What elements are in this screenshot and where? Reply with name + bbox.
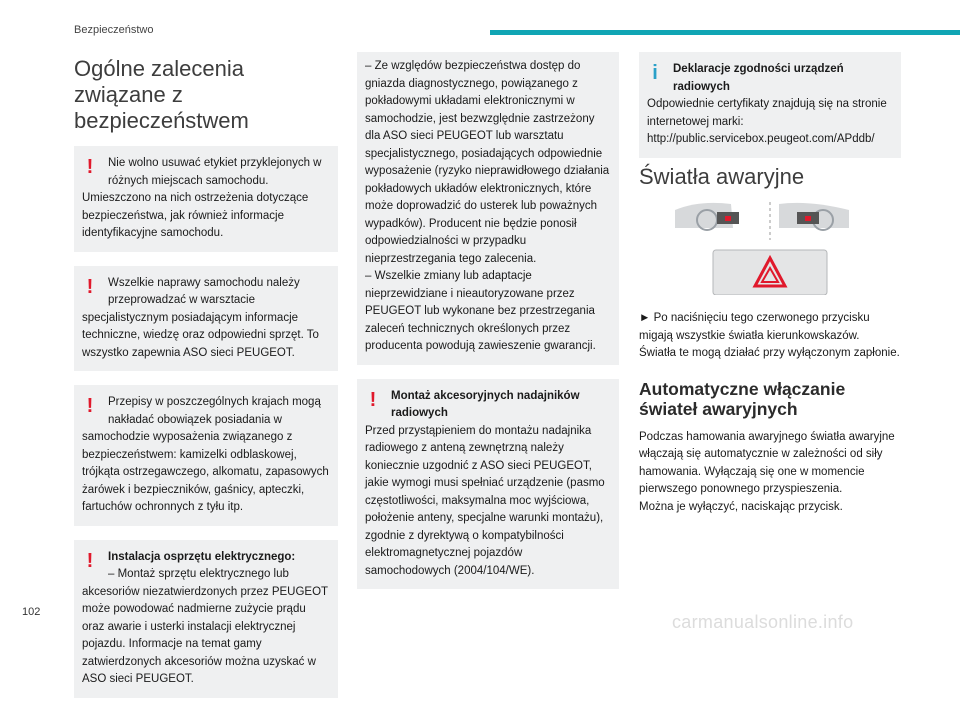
warning-title: Instalacja osprzętu elektrycznego: [108,550,296,563]
warning-head: Wszelkie naprawy samochodu należy przeprowadzać w warsztacie [108,276,300,306]
modifications-text: – Wszelkie zmiany lub adaptacje nieprzewidziane i nieautoryzowane przez PEUGEOT lub wykonane bez przestrzegania zaleceń technicznych określonych przez producenta powodują zawieszenie gwarancji. [365,270,596,352]
warning-box-regulations [74,385,338,526]
info-url: http://public.servicebox.peugeot.com/APddb/ [647,133,875,145]
auto-hazard-paragraph: Podczas hamowania awaryjnego światła awaryjne włączają się automatycznie w zależności od siły hamowania. Wyłączają się one w momencie pierwszego ponownego przyspieszenia. [639,430,895,495]
warning-icon: ! [86,549,94,572]
warning-title: Montaż akcesoryjnych nadajników radiowych [391,389,580,419]
section-title: Światła awaryjne [639,164,805,189]
warning-body: samochodzie wyposażenia związanego z bezpieczeństwem: kamizelki odblaskowej, trójkąta ostrzegawczego, alkomatu, zapasowych żarówek i bezpieczników, gaśnicy, apteczki, fartuchów ochronnych z tyłu itp. [82,431,329,513]
warning-body: specjalistycznym posiadającym informacje techniczne, wiedzę oraz odpowiedni sprzęt. To wszystko zapewnia ASO sieci PEUGEOT. [82,311,319,359]
warning-body: Umieszczono na nich ostrzeżenia dotyczące bezpieczeństwa, jak również informacje identyfikacyjne samochodu. [82,192,309,239]
page-number: 102 [22,606,41,618]
info-icon: i [652,62,658,84]
warning-icon: ! [369,388,377,411]
watermark: carmanualsonline.info [672,612,854,632]
page-title: Ogólne zalecenia związane z bezpieczeństwem [74,56,249,133]
warning-head: – Montaż sprzętu elektrycznego lub [108,568,289,580]
section-header: Bezpieczeństwo [74,24,154,36]
warning-box-radio [357,379,619,590]
column-middle [357,52,619,603]
diagnostics-text: – Ze względów bezpieczeństwa dostęp do gniazda diagnostycznego, powiązanego z pokładowymi układami elektronicznymi w samochodzie, jest bezwzględnie zastrzeżony dla ASO sieci PEUGEOT lub warsztatu specjalistycznego, posiadających odpowiednie wyposażenie (ryzyko nieprawidłowego działania pokładowych układów elektronicznych, które może doprowadzić do usterek lub poważnych wypadków). Producent nie będzie ponosił odpowiedzialności w przypadku nieprzestrzegania tego zalecenia. [365,60,610,265]
subsection-title: Automatyczne włączanie świateł awaryjnych [639,378,846,419]
header-accent-bar [490,30,960,35]
warning-body: Przed przystąpieniem do montażu nadajnika radiowego z anteną zewnętrzną należy koniecznie uzgodnić z ASO sieci PEUGEOT, jakie wymogi musi spełniać urządzenie (pasmo częstotliwości, maksymalna moc wyjściowa, położenie anteny, specjalne warunki montażu), zgodnie z dyrektywą o kompatybilności elektromagnetycznej pojazdów samochodowych (2004/104/WE). [365,424,605,577]
warning-icon: ! [86,275,94,298]
warning-body: akcesoriów niezatwierdzonych przez PEUGEOT może powodować nadmierne zużycie prądu oraz awarie i usterki instalacji elektrycznej pojazdu. Informacje na temat gamy zatwierdzonych akcesoriów można uzyskać w ASO sieci PEUGEOT. [82,585,328,685]
info-title: Deklaracje zgodności urządzeń radiowych [673,63,844,93]
warning-box-diagnostics [357,52,619,365]
dashboard-illustration [639,190,901,295]
info-box-declarations [639,52,901,158]
hazard-paragraph-2: Światła te mogą działać przy wyłączonym zapłonie. [639,347,900,359]
warning-icon: ! [86,395,94,417]
hazard-illustration [639,190,901,295]
warning-box-electrical [74,540,338,698]
column-left [74,52,338,712]
warning-head: Przepisy w poszczególnych krajach mogą nakładać obowiązek posiadania w [108,396,321,426]
info-body: Odpowiednie certyfikaty znajdują się na stronie internetowej marki: [647,98,887,128]
warning-head: Nie wolno usuwać etykiet przyklejonych w różnych miejscach samochodu. [108,157,322,187]
auto-hazard-paragraph-2: Można je wyłączyć, naciskając przycisk. [639,500,843,513]
warning-box-labels [74,146,338,252]
warning-icon: ! [86,156,94,178]
hazard-paragraph-1: ► Po naciśnięciu tego czerwonego przycisku migają wszystkie światła kierunkowskazów. [639,312,870,342]
warning-box-repairs [74,266,338,372]
column-right [639,52,901,516]
